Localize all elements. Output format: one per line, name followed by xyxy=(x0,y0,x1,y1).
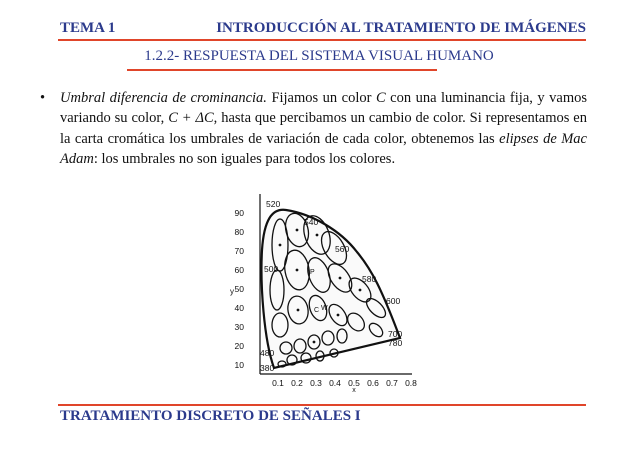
term-umbral: Umbral diferencia de crominancia. xyxy=(60,90,267,106)
footer-divider xyxy=(58,404,586,406)
wavelength-label: 580 xyxy=(362,274,377,284)
x-tick-label: 0.2 xyxy=(291,378,303,388)
wavelength-label: 700 xyxy=(388,329,403,339)
x-tick-label: 0.3 xyxy=(310,378,322,388)
point-label-w: W xyxy=(321,305,328,312)
ellipse-center-dot xyxy=(279,244,282,247)
point-label-p: P xyxy=(310,269,315,276)
section-subtitle: 1.2.2- RESPUESTA DEL SISTEMA VISUAL HUMANO xyxy=(144,48,494,64)
subtitle-underline xyxy=(127,69,437,71)
bullet-paragraph xyxy=(40,88,587,169)
y-tick-label: 90 xyxy=(234,208,244,218)
wavelength-label: 560 xyxy=(335,244,350,254)
x-tick-label: 0.1 xyxy=(272,378,284,388)
y-tick-label: 60 xyxy=(234,265,244,275)
y-tick-label: 30 xyxy=(234,322,244,332)
x-tick-label: 0.6 xyxy=(367,378,379,388)
header-divider xyxy=(58,39,586,41)
text-part: Fijamos un color xyxy=(266,90,376,106)
ellipse-center-dot xyxy=(339,277,342,280)
header-topic: TEMA 1 xyxy=(60,20,116,36)
bullet-symbol: • xyxy=(40,90,46,106)
footer-course-title: TRATAMIENTO DISCRETO DE SEÑALES I xyxy=(60,408,361,424)
ellipse-center-dot xyxy=(359,289,362,292)
header-title: INTRODUCCIÓN AL TRATAMIENTO DE IMÁGENES xyxy=(216,20,586,36)
wavelength-label: 500 xyxy=(264,264,279,274)
wavelength-label: 540 xyxy=(304,217,319,227)
ellipse-center-dot xyxy=(297,309,300,312)
ellipse-center-dot xyxy=(296,229,299,232)
term-mac-adam: elipses de Mac Adam xyxy=(60,130,587,167)
x-tick-label: 0.8 xyxy=(405,378,417,388)
point-label-c: C xyxy=(314,307,320,314)
ellipse-center-dot xyxy=(316,234,319,237)
wavelength-label: 780 xyxy=(388,338,403,348)
ellipse-center-dot xyxy=(313,341,316,344)
x-tick-label: 0.5 xyxy=(348,378,360,388)
text-part: con una luminancia fija, y vamos variando su color, xyxy=(60,90,587,127)
symbol-c: C xyxy=(375,90,386,106)
x-axis-label: x xyxy=(352,387,356,392)
ellipse-center-dot xyxy=(296,269,299,272)
x-tick-label: 0.4 xyxy=(329,378,341,388)
text-part: , hasta que percibamos un cambio de color. Si representamos en la carta cromática los umbrales de variación de cada color, obtenemos las xyxy=(60,110,587,147)
y-axis-label: y xyxy=(230,287,234,296)
wavelength-label: 480 xyxy=(260,348,275,358)
wavelength-label: 380 xyxy=(260,363,275,373)
x-tick-label: 0.7 xyxy=(386,378,398,388)
y-tick-label: 20 xyxy=(234,341,244,351)
y-tick-label: 50 xyxy=(234,284,244,294)
symbol-c-delta: C + ΔC xyxy=(168,110,214,127)
y-tick-label: 70 xyxy=(234,246,244,256)
wavelength-label: 520 xyxy=(266,199,281,209)
wavelength-label: 600 xyxy=(386,296,401,306)
macadam-ellipses-figure xyxy=(222,190,422,392)
y-tick-label: 40 xyxy=(234,303,244,313)
y-tick-label: 80 xyxy=(234,227,244,237)
ellipse-center-dot xyxy=(337,314,340,317)
y-tick-label: 10 xyxy=(234,360,244,370)
text-part: : los umbrales no son iguales para todos los colores. xyxy=(93,150,396,167)
